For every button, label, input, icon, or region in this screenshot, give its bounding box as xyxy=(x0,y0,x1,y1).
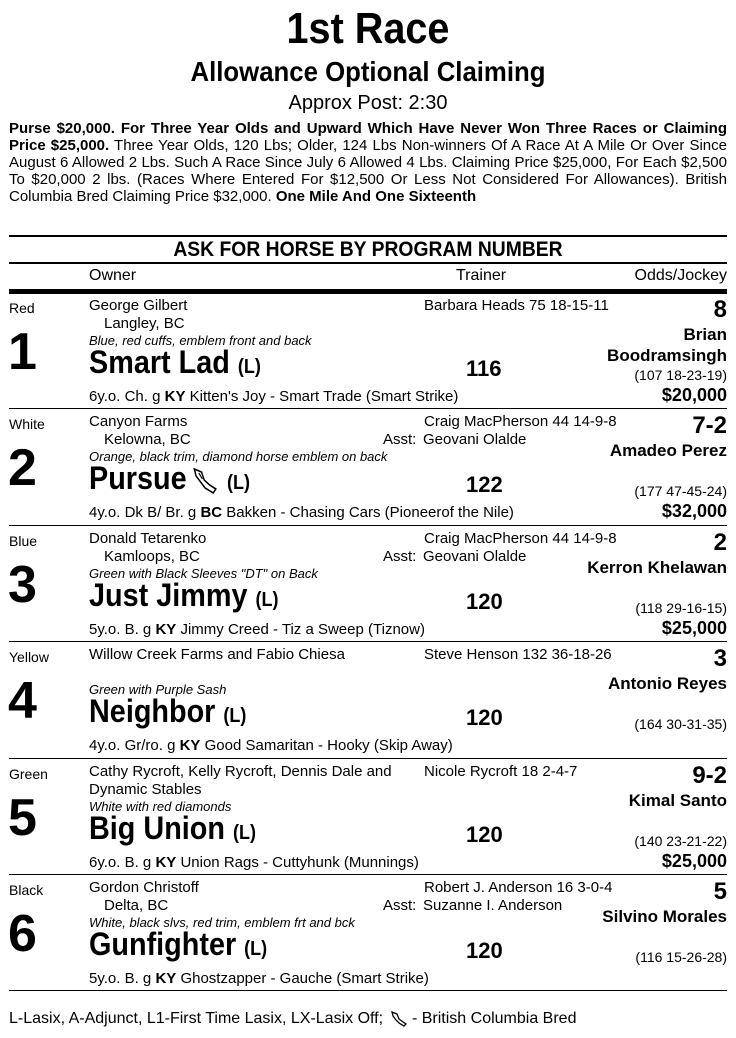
entry-row xyxy=(0,410,736,526)
horse-name-text: Neighbor xyxy=(89,693,216,729)
morning-line-odds: 3 xyxy=(713,645,727,672)
owner-location: Kamloops, BC xyxy=(104,548,200,565)
age-sex: 5y.o. B. g xyxy=(89,970,152,987)
bc-bred-icon xyxy=(390,1011,408,1027)
entry-divider xyxy=(9,408,727,409)
entry-row xyxy=(0,876,736,992)
program-number: 5 xyxy=(8,789,37,847)
legend-footer xyxy=(9,1010,576,1028)
medication-indicator: (L) xyxy=(255,589,279,611)
program-number: 2 xyxy=(8,439,37,497)
entry-row xyxy=(0,760,736,876)
jockey-stats: (140 23-21-22) xyxy=(634,833,727,849)
assistant-trainer xyxy=(383,664,423,681)
breeding-line xyxy=(89,504,514,521)
jockey-name: Amadeo Perez xyxy=(609,441,727,460)
assistant-name: Geovani Olalde xyxy=(423,431,527,448)
assistant-label: Asst: xyxy=(383,431,417,448)
program-number: 6 xyxy=(8,905,37,963)
program-number-banner: ASK FOR HORSE BY PROGRAM NUMBER xyxy=(173,238,563,261)
silks-description: White with red diamonds xyxy=(89,799,232,814)
trainer-info: Barbara Heads 75 18-15-11 xyxy=(424,297,609,314)
saddle-cloth-color: Yellow xyxy=(9,649,49,665)
age-sex: 6y.o. Ch. g xyxy=(89,388,161,405)
jockey-name: Brian Boodramsingh xyxy=(607,325,727,365)
trainer-info: Craig MacPherson 44 14-9-8 xyxy=(424,530,617,547)
trainer-info: Steve Henson 132 36-18-26 xyxy=(424,646,612,663)
assistant-name: Geovani Olalde xyxy=(423,548,527,565)
morning-line-odds: 2 xyxy=(713,529,727,556)
owner-location: Delta, BC xyxy=(104,897,169,914)
state-bred: KY xyxy=(155,970,177,987)
conditions-distance: One Mile And One Sixteenth xyxy=(275,188,477,205)
age-sex: 4y.o. Gr/ro. g xyxy=(89,737,176,754)
owner-name: Canyon Farms xyxy=(89,413,188,430)
entry-divider xyxy=(9,874,727,875)
race-conditions xyxy=(9,120,727,205)
claiming-price: $25,000 xyxy=(661,618,727,638)
weight: 120 xyxy=(466,705,503,730)
age-sex: 4y.o. Dk B/ Br. g xyxy=(89,504,197,521)
owner-name: George Gilbert xyxy=(89,297,188,314)
conditions-body: Three Year Olds, 120 Lbs; Older, 124 Lbs Non-winners Of A Race At A Mile Or Over Since August 6 Allowed 2 Lbs. Such A Race Since July 6 Allowed 4 Lbs. Claiming Price $25,000, For Each $2,500 To $20,000 2 lbs. (Races Where Entered For $12,500 Or Less Not Considered For Allowances). British Columbia Bred Claiming Price $32,000. xyxy=(9,137,727,205)
assistant-trainer xyxy=(383,431,526,448)
entry-divider xyxy=(9,758,727,759)
jockey-name: Kimal Santo xyxy=(628,791,727,810)
medication-indicator: (L) xyxy=(227,472,251,494)
state-bred: KY xyxy=(179,737,201,754)
jockey-stats: (164 30-31-35) xyxy=(634,716,727,732)
odds-jockey-column-header: Odds/Jockey xyxy=(634,267,727,284)
horse-name xyxy=(89,460,250,497)
jockey-name: Kerron Khelawan xyxy=(587,558,727,577)
owner-location: Langley, BC xyxy=(104,315,185,332)
medication-indicator: (L) xyxy=(223,705,247,727)
bc-bred-icon xyxy=(192,467,219,495)
silks-description: Orange, black trim, diamond horse emblem on back xyxy=(89,449,388,464)
entry-divider xyxy=(9,641,727,642)
medication-indicator: (L) xyxy=(237,356,261,378)
pedigree: Bakken - Chasing Cars (Pioneerof the Nile) xyxy=(226,504,514,521)
weight: 116 xyxy=(466,356,502,381)
assistant-trainer xyxy=(383,781,423,798)
morning-line-odds: 7-2 xyxy=(692,412,727,439)
entry-row xyxy=(0,643,736,759)
weight: 120 xyxy=(466,938,503,963)
silks-description: Green with Purple Sash xyxy=(89,682,227,697)
weight: 120 xyxy=(466,822,503,847)
entry-divider xyxy=(9,990,727,991)
breeding-line xyxy=(89,737,453,754)
jockey-name: Silvino Morales xyxy=(602,907,727,926)
silks-description: Green with Black Sleeves "DT" on Back xyxy=(89,566,318,581)
weight: 122 xyxy=(466,472,503,497)
owner-column-header: Owner xyxy=(89,267,137,284)
owner-name: Cathy Rycroft, Kelly Rycroft, Dennis Dale and Dynamic Stables xyxy=(89,763,392,798)
jockey-name: Antonio Reyes xyxy=(607,674,727,693)
breeding-line xyxy=(89,854,419,871)
morning-line-odds: 5 xyxy=(713,878,727,905)
medication-indicator: (L) xyxy=(244,938,268,960)
silks-description: Blue, red cuffs, emblem front and back xyxy=(89,333,312,348)
assistant-trainer xyxy=(383,315,423,332)
medication-indicator: (L) xyxy=(232,822,256,844)
horse-name-text: Gunfighter xyxy=(89,926,237,962)
state-bred: BC xyxy=(200,504,223,521)
saddle-cloth-color: White xyxy=(9,416,45,432)
assistant-trainer xyxy=(383,548,526,565)
pedigree: Kitten's Joy - Smart Trade (Smart Strike) xyxy=(189,388,459,405)
jockey-stats: (118 29-16-15) xyxy=(635,600,727,616)
horse-name-text: Pursue xyxy=(89,460,187,496)
horse-name xyxy=(89,810,256,847)
saddle-cloth-color: Black xyxy=(9,882,44,898)
state-bred: KY xyxy=(164,388,186,405)
trainer-info: Robert J. Anderson 16 3-0-4 xyxy=(424,879,613,896)
horse-name xyxy=(89,577,278,614)
silks-description: White, black slvs, red trim, emblem frt and bck xyxy=(89,915,355,930)
entry-row xyxy=(0,527,736,643)
assistant-label: Asst: xyxy=(383,897,417,914)
owner-location: Kelowna, BC xyxy=(104,431,191,448)
claiming-price: $32,000 xyxy=(661,501,727,521)
pedigree: Good Samaritan - Hooky (Skip Away) xyxy=(204,737,453,754)
horse-name-text: Just Jimmy xyxy=(89,577,248,613)
assistant-name: Suzanne I. Anderson xyxy=(423,897,563,914)
breeding-line xyxy=(89,621,425,638)
pedigree: Jimmy Creed - Tiz a Sweep (Tiznow) xyxy=(180,621,425,638)
horse-name xyxy=(89,344,261,381)
horse-name xyxy=(89,693,246,730)
claiming-price: $25,000 xyxy=(661,851,727,871)
state-bred: KY xyxy=(155,854,177,871)
entry-row xyxy=(0,294,736,410)
divider xyxy=(9,235,727,237)
program-number: 4 xyxy=(8,672,37,730)
owner-name: Donald Tetarenko xyxy=(89,530,207,547)
horse-name-text: Big Union xyxy=(89,810,225,846)
program-number: 3 xyxy=(8,556,37,614)
breeding-line xyxy=(89,388,458,405)
owner-name: Gordon Christoff xyxy=(89,879,199,896)
program-number: 1 xyxy=(8,323,37,381)
claiming-price: $20,000 xyxy=(661,385,727,405)
saddle-cloth-color: Blue xyxy=(9,533,38,549)
morning-line-odds: 9-2 xyxy=(692,762,727,789)
post-time: Approx Post: 2:30 xyxy=(288,92,448,114)
jockey-stats: (107 18-23-19) xyxy=(634,367,727,383)
age-sex: 6y.o. B. g xyxy=(89,854,152,871)
race-title: 1st Race xyxy=(286,4,450,53)
saddle-cloth-color: Green xyxy=(9,766,48,782)
assistant-label: Asst: xyxy=(383,548,417,565)
state-bred: KY xyxy=(155,621,177,638)
age-sex: 5y.o. B. g xyxy=(89,621,152,638)
trainer-column-header: Trainer xyxy=(456,267,507,284)
jockey-stats: (116 15-26-28) xyxy=(635,949,727,965)
pedigree: Ghostzapper - Gauche (Smart Strike) xyxy=(180,970,429,987)
breeding-line xyxy=(89,970,429,987)
horse-name-text: Smart Lad xyxy=(89,344,230,380)
entry-divider xyxy=(9,525,727,526)
trainer-info: Nicole Rycroft 18 2-4-7 xyxy=(424,763,578,780)
jockey-stats: (177 47-45-24) xyxy=(634,483,727,499)
saddle-cloth-color: Red xyxy=(9,300,35,316)
assistant-trainer xyxy=(383,897,562,914)
medication-legend: L-Lasix, A-Adjunct, L1-First Time Lasix, LX-Lasix Off; xyxy=(9,1010,384,1027)
bc-bred-legend: - British Columbia Bred xyxy=(411,1010,577,1027)
morning-line-odds: 8 xyxy=(713,296,727,323)
trainer-info: Craig MacPherson 44 14-9-8 xyxy=(424,413,617,430)
owner-name: Willow Creek Farms and Fabio Chiesa xyxy=(89,646,345,663)
weight: 120 xyxy=(466,589,503,614)
divider xyxy=(9,262,727,264)
pedigree: Union Rags - Cuttyhunk (Munnings) xyxy=(180,854,419,871)
horse-name xyxy=(89,926,267,963)
race-type: Allowance Optional Claiming xyxy=(190,56,546,87)
conditions-purse: Purse $20,000. For Three Year Olds and Upward Which Have Never Won Three Races or Claiming Price $25,000. xyxy=(9,120,727,154)
